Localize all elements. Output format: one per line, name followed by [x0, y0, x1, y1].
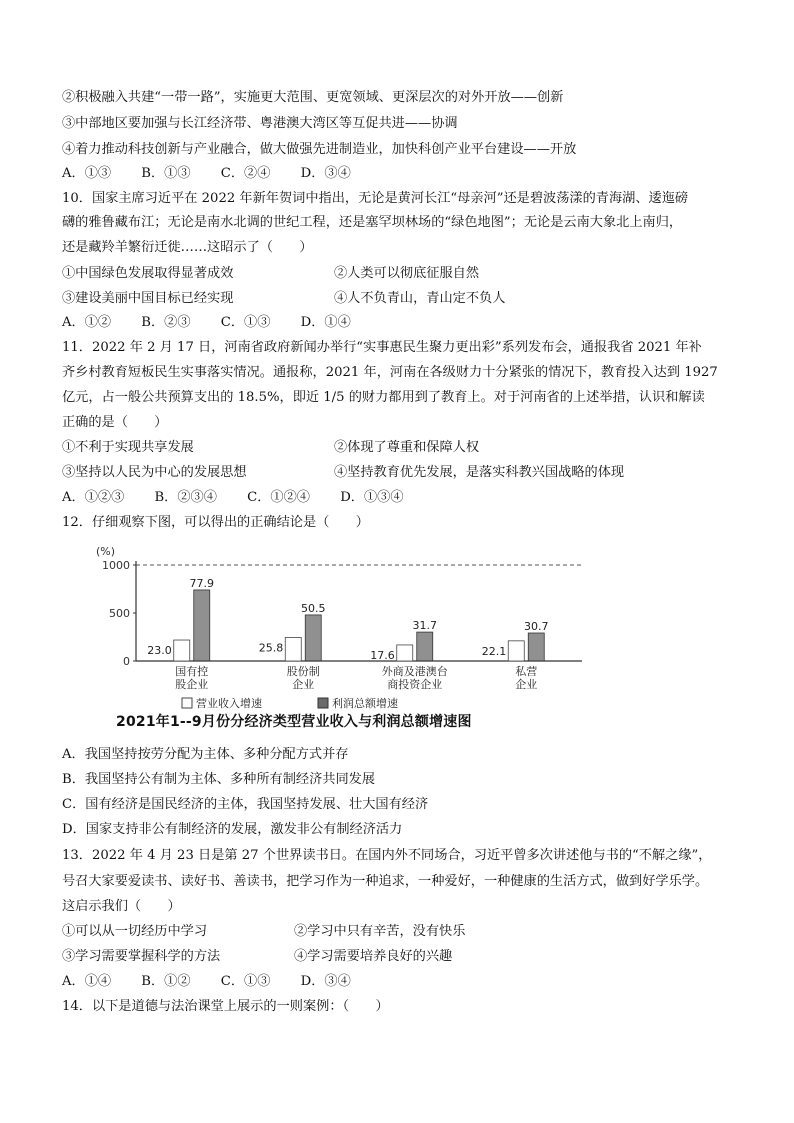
q10-options-row1	[62, 264, 479, 284]
chart-svg	[82, 543, 602, 733]
q9-option-4: ④着力推动科技创新与产业融合，做大做强先进制造业，加快科创产业平台建设——开放	[62, 142, 577, 157]
q13-option-1: ①可以从一切经历中学习	[62, 924, 208, 939]
q13-option-3: ③学习需要掌握科学的方法	[62, 949, 221, 964]
q11-option-2: ②体现了尊重和保障人权	[334, 440, 480, 455]
q10-option-3: ③建设美丽中国目标已经实现	[62, 291, 234, 306]
data-label-revenue: 17.6	[370, 648, 395, 662]
x-tick-label: 股份制	[286, 665, 320, 678]
choice-d[interactable]: D．①④	[300, 315, 351, 330]
q13-options-row2	[62, 947, 452, 967]
x-tick-label: 外商及港澳台	[381, 665, 448, 678]
bar-revenue	[397, 645, 413, 661]
q12-bar-chart	[82, 543, 602, 733]
legend-profit-label: 利润总额增速	[332, 697, 398, 710]
q11-stem-4: 正确的是（ ）	[62, 415, 168, 430]
bar-revenue	[508, 641, 524, 661]
chart-title: 2021年1--9月份分经济类型营业收入与利润总额增速图	[116, 714, 472, 730]
q10-option-2: ②人类可以彻底征服自然	[334, 266, 480, 281]
choice-c[interactable]: C．①③	[220, 974, 271, 989]
q10-stem-3: 还是藏羚羊繁衍迁徙……这昭示了（ ）	[62, 240, 313, 255]
bar-profit	[305, 615, 321, 661]
q12-choice-c[interactable]: C．国有经济是国民经济的主体，我国坚持发展、壮大国有经济	[62, 797, 429, 812]
bar-revenue	[174, 640, 190, 661]
q11-options-row1	[62, 438, 479, 458]
q13-stem-2: 号召大家要爱读书、读好书、善读书，把学习作为一种追求，一种爱好，一种健康的生活方式，做到好学乐学。	[62, 874, 709, 889]
q10-stem-2: 礴的雅鲁藏布江；无论是南水北调的世纪工程，还是塞罕坝林场的“绿色地图”；无论是云南大象北上南归，	[62, 215, 683, 230]
q11-options-row2	[62, 463, 624, 483]
q11-stem-3: 亿元，占一般公共预算支出的 18.5%，即近 1/5 的财力都用到了教育上。对于河南省的上述举措，认识和解读	[62, 390, 705, 405]
q13-options-row1	[62, 922, 465, 942]
y-axis-unit-label: (%)	[96, 545, 116, 558]
legend-profit-swatch	[318, 698, 328, 708]
choice-c[interactable]: C．①②④	[247, 490, 310, 505]
choice-a[interactable]: A．①②③	[62, 490, 125, 505]
x-tick-label-line2: 商投资企业	[387, 678, 443, 691]
q9-choices	[62, 164, 377, 184]
q13-choices	[62, 972, 377, 992]
q9-option-2: ②积极融入共建“一带一路”，实施更大范围、更宽领域、更深层次的对外开放——创新	[62, 90, 564, 105]
data-label-revenue: 22.1	[481, 644, 507, 658]
q11-option-3: ③坚持以人民为中心的发展思想	[62, 465, 247, 480]
q11-option-4: ④坚持教育优先发展，是落实科教兴国战略的体现	[334, 465, 625, 480]
x-tick-label: 国有控	[175, 665, 209, 678]
choice-b[interactable]: B．①③	[141, 166, 191, 181]
q10-choices	[62, 313, 377, 333]
choice-a[interactable]: A．①④	[62, 974, 112, 989]
choice-d[interactable]: D．①③④	[340, 490, 404, 505]
x-tick-label: 私营	[515, 665, 538, 678]
q11-choices	[62, 488, 430, 508]
q11-stem-2: 齐乡村教育短板民生实事落实情况。通报称，2021 年，河南在各级财力十分紧张的情况下，教育投入达到 1927	[62, 365, 718, 380]
choice-c[interactable]: C．②④	[220, 166, 271, 181]
q13-stem-1: 13．2022 年 4 月 23 日是第 27 个世界读书日。在国内外不同场合，习近平曾多次讲述他与书的“不解之缘”，	[62, 848, 712, 863]
bar-profit	[528, 633, 544, 661]
x-tick-label-line2: 企业	[292, 678, 315, 691]
data-label-revenue: 23.0	[147, 644, 172, 658]
choice-c[interactable]: C．①③	[220, 315, 271, 330]
y-tick-label: 0	[123, 655, 130, 668]
choice-a[interactable]: A．①②	[62, 315, 112, 330]
q10-option-4: ④人不负青山，青山定不负人	[334, 291, 506, 306]
choice-b[interactable]: B．②③	[141, 315, 191, 330]
q13-option-2: ②学习中只有辛苦，没有快乐	[294, 924, 466, 939]
y-tick-label: 1000	[102, 559, 130, 572]
q14-stem: 14．以下是道德与法治课堂上展示的一则案例：（ ）	[62, 999, 389, 1014]
choice-b[interactable]: B．①②	[141, 974, 191, 989]
q10-option-1: ①中国绿色发展取得显著成效	[62, 266, 234, 281]
x-tick-label-line2: 股企业	[175, 678, 209, 691]
q13-stem-3: 这启示我们（ ）	[62, 899, 181, 914]
choice-d[interactable]: D．③④	[300, 974, 351, 989]
choice-b[interactable]: B．②③④	[154, 490, 217, 505]
q9-option-3: ③中部地区要加强与长江经济带、粤港澳大湾区等互促共进——协调	[62, 116, 458, 131]
x-tick-label-line2: 企业	[515, 678, 538, 691]
choice-a[interactable]: A．①③	[62, 166, 112, 181]
data-label-profit: 31.7	[412, 619, 437, 633]
legend-revenue-label: 营业收入增速	[196, 697, 262, 710]
q10-stem-1: 10．国家主席习近平在 2022 年新年贺词中指出，无论是黄河长江“母亲河”还是碧波荡漾的青海湖、逶迤磅	[62, 191, 689, 206]
legend-revenue-swatch	[182, 698, 192, 708]
q12-choice-d[interactable]: D．国家支持非公有制经济的发展，激发非公有制经济活力	[62, 822, 403, 837]
q12-stem: 12．仔细观察下图，可以得出的正确结论是（ ）	[62, 515, 369, 530]
q11-option-1: ①不利于实现共享发展	[62, 440, 194, 455]
bar-profit	[417, 632, 433, 661]
choice-d[interactable]: D．③④	[300, 166, 351, 181]
data-label-profit: 30.7	[524, 620, 549, 634]
q12-choice-a[interactable]: A．我国坚持按劳分配为主体、多种分配方式并存	[62, 747, 349, 762]
q10-options-row2	[62, 289, 505, 309]
bar-revenue	[285, 637, 301, 661]
data-label-revenue: 25.8	[258, 641, 284, 655]
y-tick-label: 500	[109, 607, 130, 620]
bar-profit	[194, 590, 210, 661]
data-label-profit: 77.9	[189, 576, 214, 590]
q11-stem-1: 11．2022 年 2 月 17 日，河南省政府新闻办举行“实事惠民生聚力更出彩”系列发布会，通报我省 2021 年补	[62, 340, 702, 355]
data-label-profit: 50.5	[301, 601, 326, 615]
q13-option-4: ④学习需要培养良好的兴趣	[294, 949, 453, 964]
q12-choice-b[interactable]: B．我国坚持公有制为主体、多种所有制经济共同发展	[62, 772, 376, 787]
